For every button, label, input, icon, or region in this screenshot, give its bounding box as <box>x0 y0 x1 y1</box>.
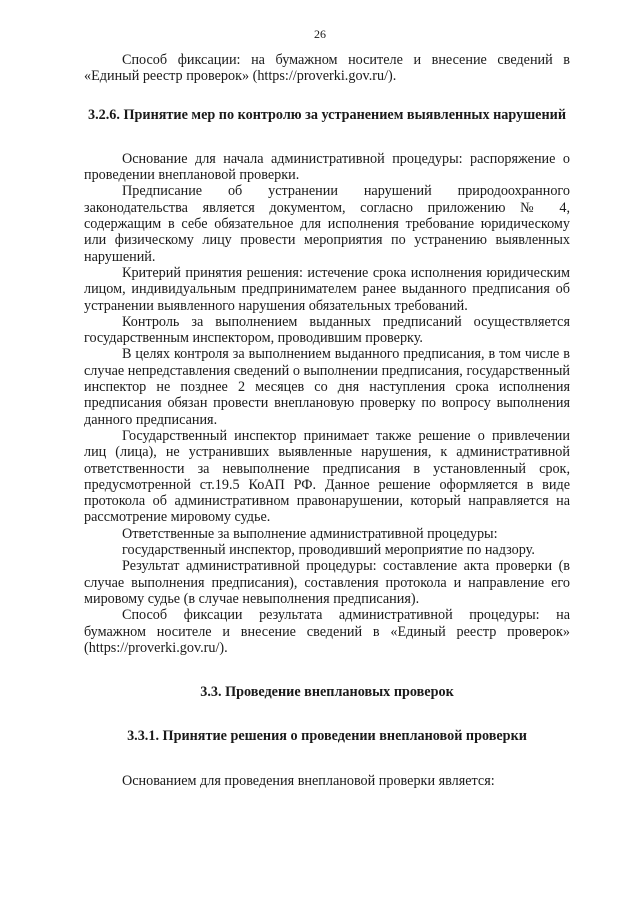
paragraph-responsible-person: государственный инспектор, проводивший мероприятие по надзору. <box>122 542 535 559</box>
paragraph-prescription: Предписание об устранении нарушений природоохранного законодательства является документом, согласно приложению № 4, содержащим в себе обязательное для исполнения требование юридическому или физическому лицу провести мероприятия по устранению выявленных нарушений. <box>84 183 570 265</box>
paragraph-inspector-decision: Государственный инспектор принимает также решение о привлечении лиц (лица), не устранивших выявленные нарушения, к административной ответственности за невыполнение предписания в установленный срок, предусмотренной ст.19.5 КоАП РФ. Данное решение оформляется в виде протокола об административном правонарушении, который направляется на рассмотрение мировому судье. <box>84 427 570 526</box>
paragraph-decision-criterion: Критерий принятия решения: истечение срока исполнения юридическим лицом, индивидуальным предпринимателем ранее выданного предписания об устранении выявленного нарушения обязательных требований. <box>84 264 570 314</box>
section-heading-3-2-6: 3.2.6. Принятие мер по контролю за устранением выявленных нарушений <box>88 106 566 123</box>
page-number: 26 <box>314 27 326 41</box>
section-heading-3-3: 3.3. Проведение внеплановых проверок <box>200 684 454 701</box>
paragraph-control-purpose: В целях контроля за выполнением выданного предписания, в том числе в случае непредставления сведений о выполнении предписания, государственный инспектор не позднее 2 месяцев со дня наступления срока исполнения предписания обязан провести внеплановую проверку по вопросу выполнения данного предписания. <box>84 346 570 428</box>
paragraph-result: Результат административной процедуры: составление акта проверки (в случае выполнения предписания), составления протокола и направление его мировому судье (в случае невыполнения предписания). <box>84 558 570 607</box>
paragraph-result-fixation: Способ фиксации результата административной процедуры: на бумажном носителе и внесение сведений в «Единый реестр проверок» (https://proverki.gov.ru/). <box>84 607 570 656</box>
paragraph-fixation-method: Способ фиксации: на бумажном носителе и внесение сведений в «Единый реестр проверок» (https://proverki.gov.ru/). <box>84 52 570 85</box>
section-heading-3-3-1: 3.3.1. Принятие решения о проведении внеплановой проверки <box>127 728 527 745</box>
paragraph-unscheduled-basis: Основанием для проведения внеплановой проверки является: <box>122 772 495 789</box>
paragraph-responsible: Ответственные за выполнение административной процедуры: <box>122 525 498 542</box>
paragraph-basis: Основание для начала административной процедуры: распоряжение о проведении внеплановой проверки. <box>84 150 570 184</box>
paragraph-control: Контроль за выполнением выданных предписаний осуществляется государственным инспектором, проводившим проверку. <box>84 313 570 347</box>
document-body <box>84 52 570 789</box>
